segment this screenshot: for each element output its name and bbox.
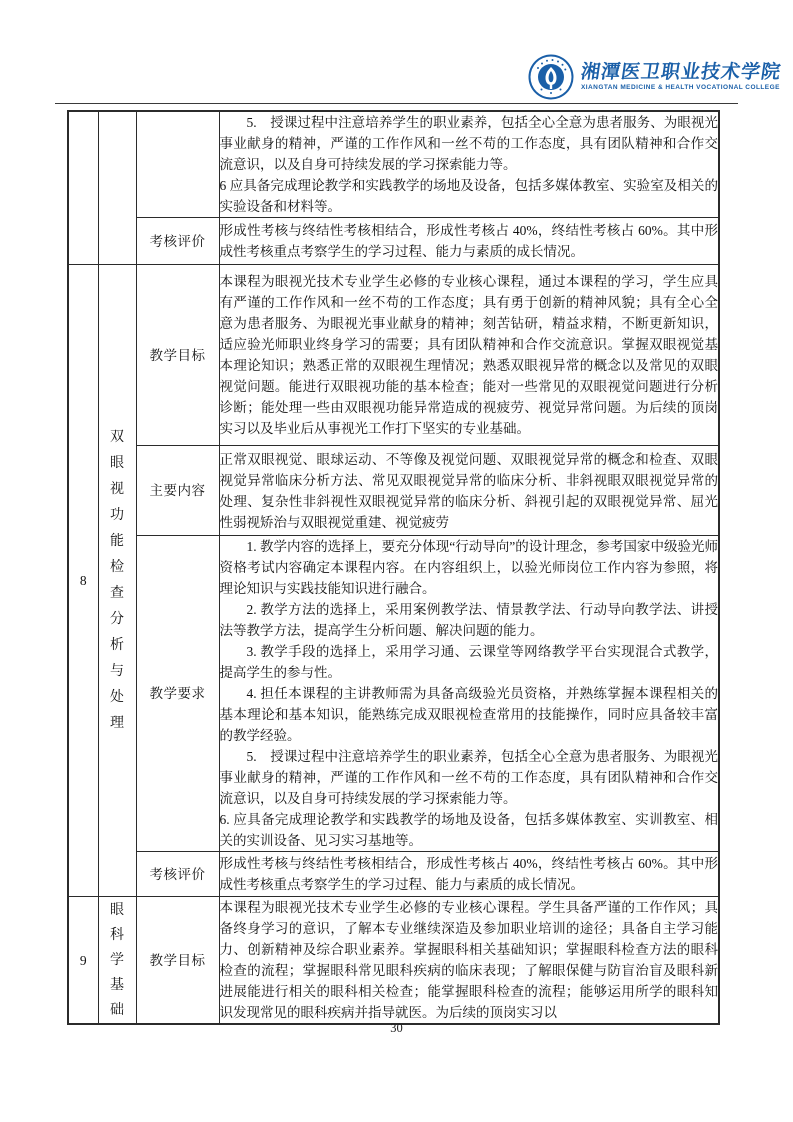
section-label-assessment: 考核评价 bbox=[136, 218, 219, 265]
course-syllabus-table bbox=[67, 110, 720, 1025]
assessment-cell bbox=[219, 218, 719, 265]
college-name-block bbox=[581, 63, 781, 92]
section-label-main-content: 主要内容 bbox=[136, 446, 219, 536]
objectives-cell bbox=[219, 897, 719, 1025]
paragraph: 6 应具备完成理论教学和实践教学的场地及设备，包括多媒体教室、实验室及相关的实验设备和材料等。 bbox=[219, 178, 718, 214]
header-divider bbox=[55, 103, 738, 104]
requirements-cell bbox=[219, 536, 719, 852]
course-name-vertical: 双眼视功能检查分析与处理 bbox=[110, 429, 124, 731]
table-row bbox=[68, 897, 719, 1025]
section-label-assessment: 考核评价 bbox=[136, 852, 219, 897]
section-label-requirements: 教学要求 bbox=[136, 536, 219, 852]
objectives-cell bbox=[219, 265, 719, 446]
paragraph: 本课程为眼视光技术专业学生必修的专业核心课程，通过本课程的学习，学生应具有严谨的工作作风和一丝不苟的工作态度；具有勇于创新的精神风貌；具有全心全意为患者服务、为眼视光事业献身的精神；刻苦钻研，精益求精，不断更新知识，适应验光师职业终身学习的需要；具有团队精神和合作交流意识。掌握双眼视觉基本理论知识；熟悉正常的双眼视生理情况；熟悉双眼视异常的概念以及常见的双眼视觉问题。能进行双眼视功能的基本检查；能对一些常见的双眼视觉问题进行分析诊断；能处理一些由双眼视功能异常造成的视疲劳、视觉异常问题。为后续的顶岗实习以及毕业后从事视光工作打下坚实的专业基础。 bbox=[219, 274, 718, 436]
requirements-continued-cell bbox=[219, 111, 719, 218]
paragraph: 1. 教学内容的选择上，要充分体现“行动导向”的设计理念，参考国家中级验光师资格考试内容确定本课程内容。在内容组织上，以验光师岗位工作内容为参照，将理论知识与实践技能知识进行融合。 bbox=[219, 539, 718, 596]
paragraph: 本课程为眼视光技术专业学生必修的专业核心课程。学生具备严谨的工作作风；具备终身学习的意识，了解本专业继续深造及参加职业培训的途径；具备自主学习能力、创新精神及综合职业素养。掌握眼科相关基础知识；掌握眼科检查方法的眼科检查的流程；掌握眼科常见眼科疾病的临床表现；了解眼保健与防盲治盲及眼科新进展能进行相关的眼科相关检查；能掌握眼科检查的流程；能够运用所学的眼科知识发现常见的眼科疾病并指导就医。为后续的顶岗实习以 bbox=[219, 900, 718, 1020]
college-logo bbox=[528, 54, 781, 100]
table-row bbox=[68, 111, 719, 218]
table-row bbox=[68, 218, 719, 265]
main-content-cell bbox=[219, 446, 719, 536]
section-label-objectives: 教学目标 bbox=[136, 897, 219, 1025]
course-name-cell bbox=[98, 111, 136, 265]
table-row bbox=[68, 446, 719, 536]
row-number-9: 9 bbox=[68, 897, 98, 1025]
table-row bbox=[68, 536, 719, 852]
paragraph: 正常双眼视觉、眼球运动、不等像及视觉问题、双眼视觉异常的概念和检查、双眼视觉异常临床分析方法、常见双眼视觉异常的临床分析、非斜视眼双眼视觉异常的处理、复杂性非斜视性双眼视觉异常的临床分析、斜视引起的双眼视觉异常、屈光性弱视矫治与双眼视觉重建、视觉疲劳 bbox=[219, 451, 718, 530]
paragraph: 2. 教学方法的选择上，采用案例教学法、情景教学法、行动导向教学法、讲授法等教学方法，提高学生分析问题、解决问题的能力。 bbox=[219, 602, 718, 638]
college-name-en: XIANGTAN MEDICINE & HEALTH VOCATIONAL COLLEGE bbox=[581, 83, 780, 91]
college-name-zh: 湘潭医卫职业技术学院 bbox=[579, 61, 783, 83]
row-number-8: 8 bbox=[68, 265, 98, 897]
paragraph: 3. 教学手段的选择上，采用学习通、云课堂等网络教学平台实现混合式教学，提高学生的参与性。 bbox=[219, 644, 718, 680]
assessment-cell bbox=[219, 852, 719, 897]
paragraph: 4. 担任本课程的主讲教师需为具备高级验光员资格，并熟练掌握本课程相关的基本理论和基本知识，能熟练完成双眼视检查常用的技能操作，同时应具备较丰富的教学经验。 bbox=[219, 686, 718, 743]
paragraph: 6. 应具备完成理论教学和实践教学的场地及设备，包括多媒体教室、实训教室、相关的实训设备、见习实习基地等。 bbox=[219, 812, 718, 848]
page-number: 30 bbox=[390, 1021, 403, 1035]
course-name-vertical: 眼科学基础 bbox=[110, 902, 124, 1018]
paragraph: 5. 授课过程中注意培养学生的职业素养，包括全心全意为患者服务、为眼视光事业献身的精神，严谨的工作作风和一丝不苟的工作态度，具有团队精神和合作交流意识，以及自身可持续发展的学习探索能力等。 bbox=[219, 749, 718, 806]
table-row bbox=[68, 852, 719, 897]
course-name-9 bbox=[98, 897, 136, 1025]
paragraph: 5. 授课过程中注意培养学生的职业素养，包括全心全意为患者服务、为眼视光事业献身的精神，严谨的工作作风和一丝不苟的工作态度，具有团队精神和合作交流意识，以及自身可持续发展的学习探索能力等。 bbox=[219, 115, 718, 172]
course-name-8 bbox=[98, 265, 136, 897]
section-label-objectives: 教学目标 bbox=[136, 265, 219, 446]
college-emblem-icon bbox=[528, 54, 574, 100]
section-label-cell bbox=[136, 111, 219, 218]
table-row bbox=[68, 265, 719, 446]
paragraph: 形成性考核与终结性考核相结合，形成性考核占 40%，终结性考核占 60%。其中形成性考核重点考察学生的学习过程、能力与素质的成长情况。 bbox=[219, 856, 718, 892]
row-number-cell bbox=[68, 111, 98, 265]
paragraph: 形成性考核与终结性考核相结合，形成性考核占 40%，终结性考核占 60%。其中形成性考核重点考察学生的学习过程、能力与素质的成长情况。 bbox=[219, 223, 718, 259]
